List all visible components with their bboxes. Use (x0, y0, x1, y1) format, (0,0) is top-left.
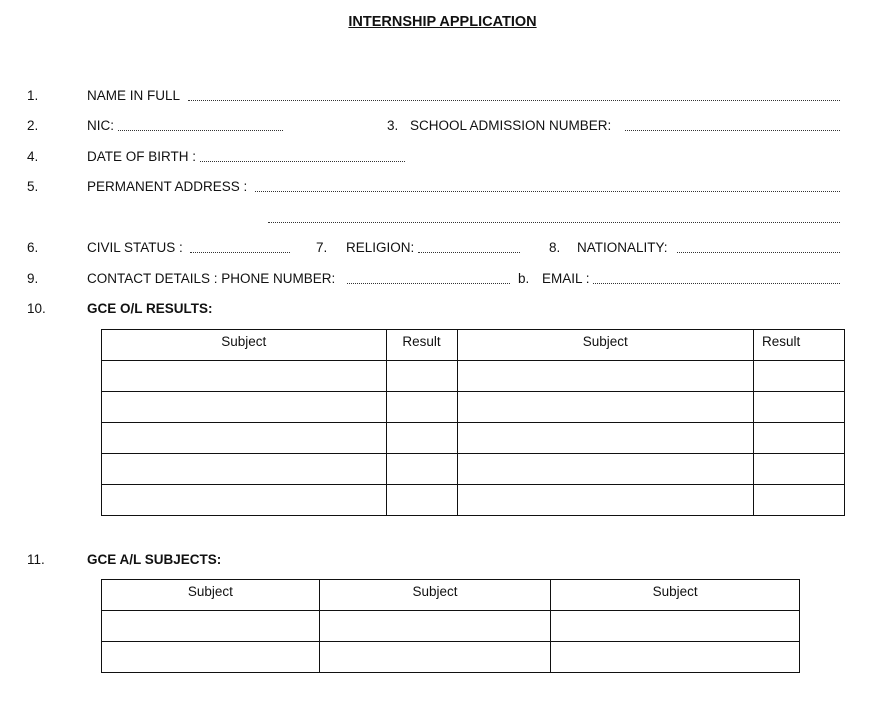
subject-header: Subject (457, 330, 754, 361)
table-cell[interactable] (319, 611, 551, 642)
dob-field[interactable] (200, 161, 405, 162)
dob-label: DATE OF BIRTH : (87, 149, 197, 164)
nic-label: NIC: (87, 118, 114, 133)
subject-header: Subject (102, 580, 320, 611)
table-cell[interactable] (457, 423, 754, 454)
table-header-row (102, 580, 800, 611)
table-row (102, 454, 845, 485)
phone-label: CONTACT DETAILS : PHONE NUMBER: (87, 271, 336, 286)
religion-label: RELIGION: (346, 240, 415, 255)
table-cell[interactable] (102, 361, 387, 392)
item-letter: b. (518, 271, 530, 286)
table-row (102, 611, 800, 642)
ol-results-table (101, 329, 845, 516)
result-header: Result (386, 330, 457, 361)
admission-field[interactable] (625, 130, 840, 131)
table-row (102, 392, 845, 423)
table-row (102, 361, 845, 392)
item-number: 11. (27, 552, 45, 567)
table-cell[interactable] (457, 454, 754, 485)
item-number: 7. (316, 240, 328, 255)
table-cell[interactable] (754, 485, 845, 516)
table-cell[interactable] (457, 392, 754, 423)
item-number: 9. (27, 271, 39, 286)
item-number: 1. (27, 88, 39, 103)
table-cell[interactable] (754, 423, 845, 454)
table-cell[interactable] (754, 361, 845, 392)
email-field[interactable] (593, 283, 840, 284)
table-cell[interactable] (457, 361, 754, 392)
table-cell[interactable] (386, 454, 457, 485)
nationality-label: NATIONALITY: (577, 240, 668, 255)
table-cell[interactable] (102, 454, 387, 485)
table-cell[interactable] (102, 642, 320, 673)
name-field[interactable] (188, 100, 840, 101)
nic-field[interactable] (118, 130, 283, 131)
item-number: 3. (387, 118, 399, 133)
table-cell[interactable] (386, 392, 457, 423)
table-cell[interactable] (102, 392, 387, 423)
table-cell[interactable] (102, 485, 387, 516)
religion-field[interactable] (418, 252, 520, 253)
al-subjects-heading: GCE A/L SUBJECTS: (87, 552, 222, 567)
subject-header: Subject (551, 580, 800, 611)
nationality-field[interactable] (677, 252, 840, 253)
item-number: 6. (27, 240, 39, 255)
table-cell[interactable] (102, 423, 387, 454)
item-number: 10. (27, 301, 46, 316)
name-label: NAME IN FULL (87, 88, 181, 103)
result-header: Result (754, 330, 845, 361)
item-number: 8. (549, 240, 561, 255)
email-label: EMAIL : (542, 271, 590, 286)
subject-header: Subject (102, 330, 387, 361)
form-title: INTERNSHIP APPLICATION (348, 14, 537, 30)
table-header-row (102, 330, 845, 361)
address-field-line1[interactable] (255, 191, 840, 192)
table-cell[interactable] (754, 454, 845, 485)
address-field-line2[interactable] (268, 222, 840, 223)
table-cell[interactable] (386, 361, 457, 392)
phone-field[interactable] (347, 283, 510, 284)
item-number: 2. (27, 118, 39, 133)
table-cell[interactable] (386, 485, 457, 516)
table-cell[interactable] (319, 642, 551, 673)
civil-status-field[interactable] (190, 252, 290, 253)
table-cell[interactable] (754, 392, 845, 423)
table-cell[interactable] (386, 423, 457, 454)
al-subjects-table (101, 579, 800, 673)
item-number: 4. (27, 149, 39, 164)
admission-label: SCHOOL ADMISSION NUMBER: (410, 118, 612, 133)
table-cell[interactable] (102, 611, 320, 642)
address-label: PERMANENT ADDRESS : (87, 179, 248, 194)
table-row (102, 642, 800, 673)
table-cell[interactable] (457, 485, 754, 516)
subject-header: Subject (319, 580, 551, 611)
table-row (102, 485, 845, 516)
table-cell[interactable] (551, 642, 800, 673)
ol-results-heading: GCE O/L RESULTS: (87, 301, 213, 316)
table-row (102, 423, 845, 454)
item-number: 5. (27, 179, 39, 194)
civil-status-label: CIVIL STATUS : (87, 240, 183, 255)
table-cell[interactable] (551, 611, 800, 642)
